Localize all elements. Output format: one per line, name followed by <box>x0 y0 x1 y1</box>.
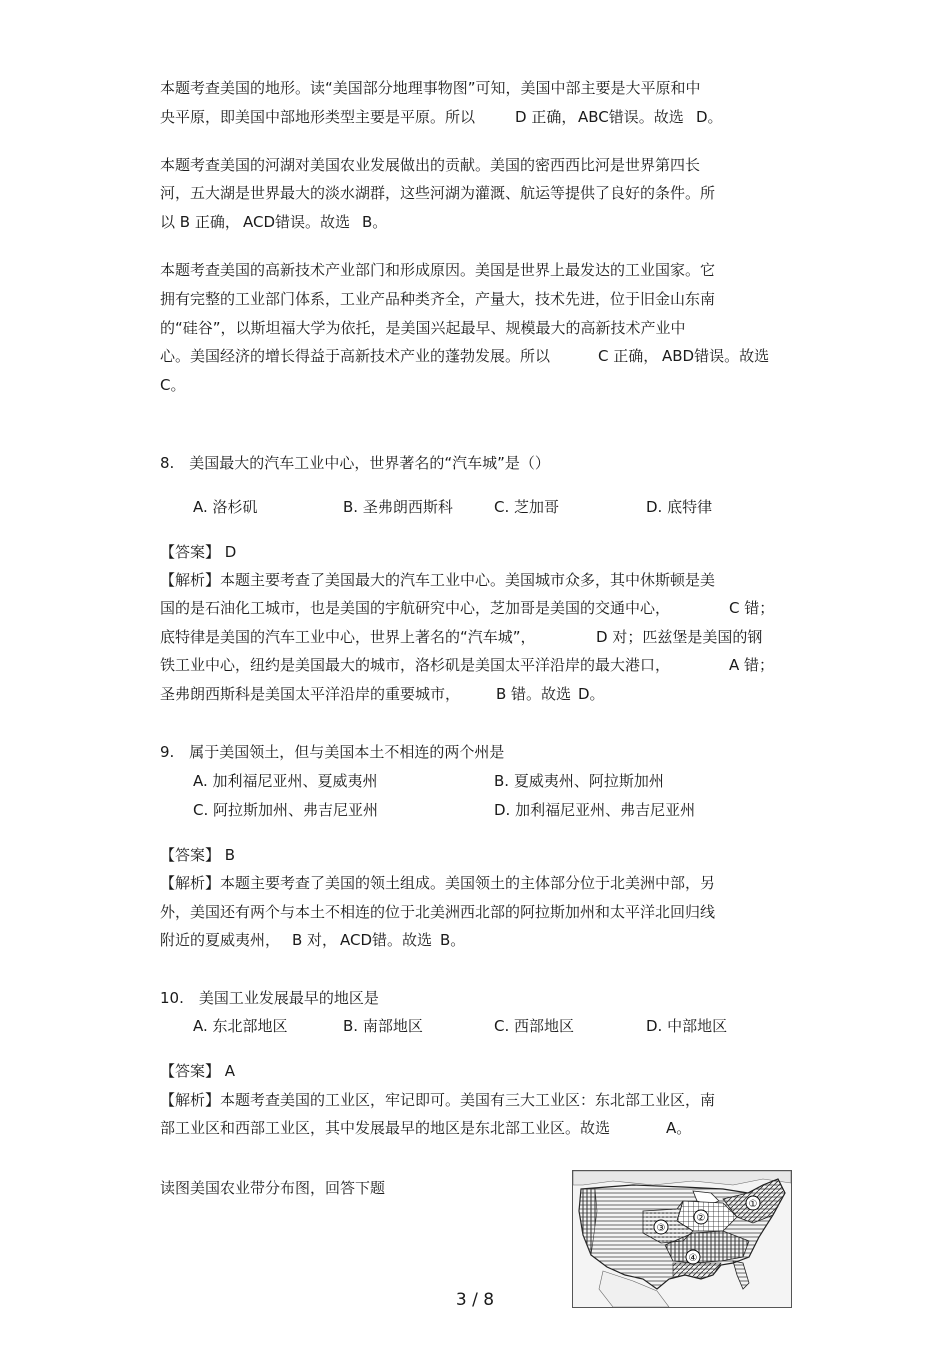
canada-area <box>573 1171 791 1185</box>
q9-option-b: B. 夏威夷州、阿拉斯加州 <box>494 772 664 790</box>
q8-option-a: A. 洛杉矶 <box>193 498 258 516</box>
paragraph-fragment: 以 B 正确， <box>160 213 240 231</box>
q9-option-c: C. 阿拉斯加州、弗吉尼亚州 <box>193 801 379 819</box>
q8-analysis-fragment: D 对；匹兹堡是美国的钢 <box>596 628 763 646</box>
q8-answer: 【答案】 D <box>160 543 237 561</box>
q10-analysis-line: 【解析】本题考查美国的工业区，牢记即可。美国有三大工业区：东北部工业区，南 <box>160 1091 716 1109</box>
svg-text:②: ② <box>696 1213 706 1224</box>
us-agriculture-map <box>572 1170 792 1308</box>
belt-label-4 <box>686 1250 700 1264</box>
q9-option-a: A. 加利福尼亚州、夏威夷州 <box>193 772 378 790</box>
belt-label-2 <box>694 1210 708 1224</box>
paragraph-line: 本题考查美国的地形。读“美国部分地理事物图”可知，美国中部主要是大平原和中 <box>160 79 701 97</box>
q9-analysis-line: 外，美国还有两个与本土不相连的位于北美洲西北部的阿拉斯加州和太平洋北回归线 <box>160 903 716 921</box>
paragraph-line: 的“硅谷”，以斯坦福大学为依托，是美国兴起最早、规模最大的高新技术产业中 <box>160 319 686 337</box>
question-9-stem: 9. 属于美国领土，但与美国本土不相连的两个州是 <box>160 743 505 761</box>
paragraph-fragment: ABD错误。故选 <box>662 347 770 365</box>
question-10-stem: 10. 美国工业发展最早的地区是 <box>160 989 379 1007</box>
q8-option-b: B. 圣弗朗西斯科 <box>343 498 453 516</box>
q10-analysis-fragment: A。 <box>666 1119 692 1137</box>
question-8-stem: 8. 美国最大的汽车工业中心，世界著名的“汽车城”是（） <box>160 454 550 472</box>
svg-text:③: ③ <box>656 1223 666 1234</box>
paragraph-fragment: ABC错误。故选 <box>578 108 684 126</box>
q10-option-d: D. 中部地区 <box>646 1017 728 1035</box>
paragraph-line: 拥有完整的工业部门体系，工业产品种类齐全，产量大，技术先进，位于旧金山东南 <box>160 290 716 308</box>
q10-analysis-line: 部工业区和西部工业区，其中发展最早的地区是东北部工业区。故选 <box>160 1119 611 1137</box>
us-agriculture-map-svg <box>573 1171 791 1307</box>
paragraph-line: 央平原，即美国中部地形类型主要是平原。所以 <box>160 108 476 126</box>
q8-option-c: C. 芝加哥 <box>494 498 560 516</box>
q8-analysis-line: 国的是石油化工城市，也是美国的宇航研究中心，芝加哥是美国的交通中心， <box>160 599 671 617</box>
q10-option-b: B. 南部地区 <box>343 1017 423 1035</box>
paragraph-line: 心。美国经济的增长得益于高新技术产业的蓬勃发展。所以 <box>160 347 551 365</box>
paragraph-fragment: B。 <box>362 213 388 231</box>
q8-analysis-fragment: D。 <box>578 685 605 703</box>
paragraph-fragment: C 正确， <box>598 347 659 365</box>
paragraph-fragment: C。 <box>160 376 186 394</box>
page-number: 3 / 8 <box>455 1290 495 1310</box>
belt-label-3 <box>654 1220 668 1234</box>
map-intro-text: 读图美国农业带分布图，回答下题 <box>160 1179 386 1197</box>
q8-analysis-fragment: B 错。故选 <box>496 685 572 703</box>
svg-text:①: ① <box>748 1199 758 1210</box>
q8-analysis-line: 圣弗朗西斯科是美国太平洋沿岸的重要城市， <box>160 685 461 703</box>
q9-option-d: D. 加利福尼亚州、弗吉尼亚州 <box>494 801 696 819</box>
q8-analysis-fragment: A 错； <box>729 656 775 674</box>
q8-option-d: D. 底特律 <box>646 498 713 516</box>
q9-analysis-line: 【解析】本题主要考查了美国的领土组成。美国领土的主体部分位于北美洲中部，另 <box>160 874 716 892</box>
q9-analysis-fragment: B 对， <box>292 931 338 949</box>
q10-option-c: C. 西部地区 <box>494 1017 575 1035</box>
q8-analysis-line: 【解析】本题主要考查了美国最大的汽车工业中心。美国城市众多，其中休斯顿是美 <box>160 571 716 589</box>
paragraph-line: 本题考查美国的河湖对美国农业发展做出的贡献。美国的密西西比河是世界第四长 <box>160 156 701 174</box>
q8-analysis-line: 铁工业中心，纽约是美国最大的城市，洛杉矶是美国太平洋沿岸的最大港口， <box>160 656 671 674</box>
paragraph-line: 本题考查美国的高新技术产业部门和形成原因。美国是世界上最发达的工业国家。它 <box>160 261 716 279</box>
q10-option-a: A. 东北部地区 <box>193 1017 288 1035</box>
q9-analysis-fragment: ACD错。故选 <box>340 931 433 949</box>
paragraph-fragment: ACD错误。故选 <box>243 213 351 231</box>
florida <box>733 1261 749 1289</box>
paragraph-fragment: D。 <box>696 108 723 126</box>
belt-label-1 <box>746 1196 760 1210</box>
q9-analysis-fragment: B。 <box>440 931 466 949</box>
paragraph-fragment: D 正确， <box>515 108 577 126</box>
q9-answer: 【答案】 B <box>160 846 236 864</box>
paragraph-line: 河，五大湖是世界最大的淡水湖群，这些河湖为灌溉、航运等提供了良好的条件。所 <box>160 184 716 202</box>
svg-text:④: ④ <box>688 1253 698 1264</box>
q10-answer: 【答案】 A <box>160 1062 236 1080</box>
q8-analysis-line: 底特律是美国的汽车工业中心，世界上著名的“汽车城”， <box>160 628 536 646</box>
q8-analysis-fragment: C 错； <box>729 599 775 617</box>
q9-analysis-fragment: 附近的夏威夷州， <box>160 931 281 949</box>
